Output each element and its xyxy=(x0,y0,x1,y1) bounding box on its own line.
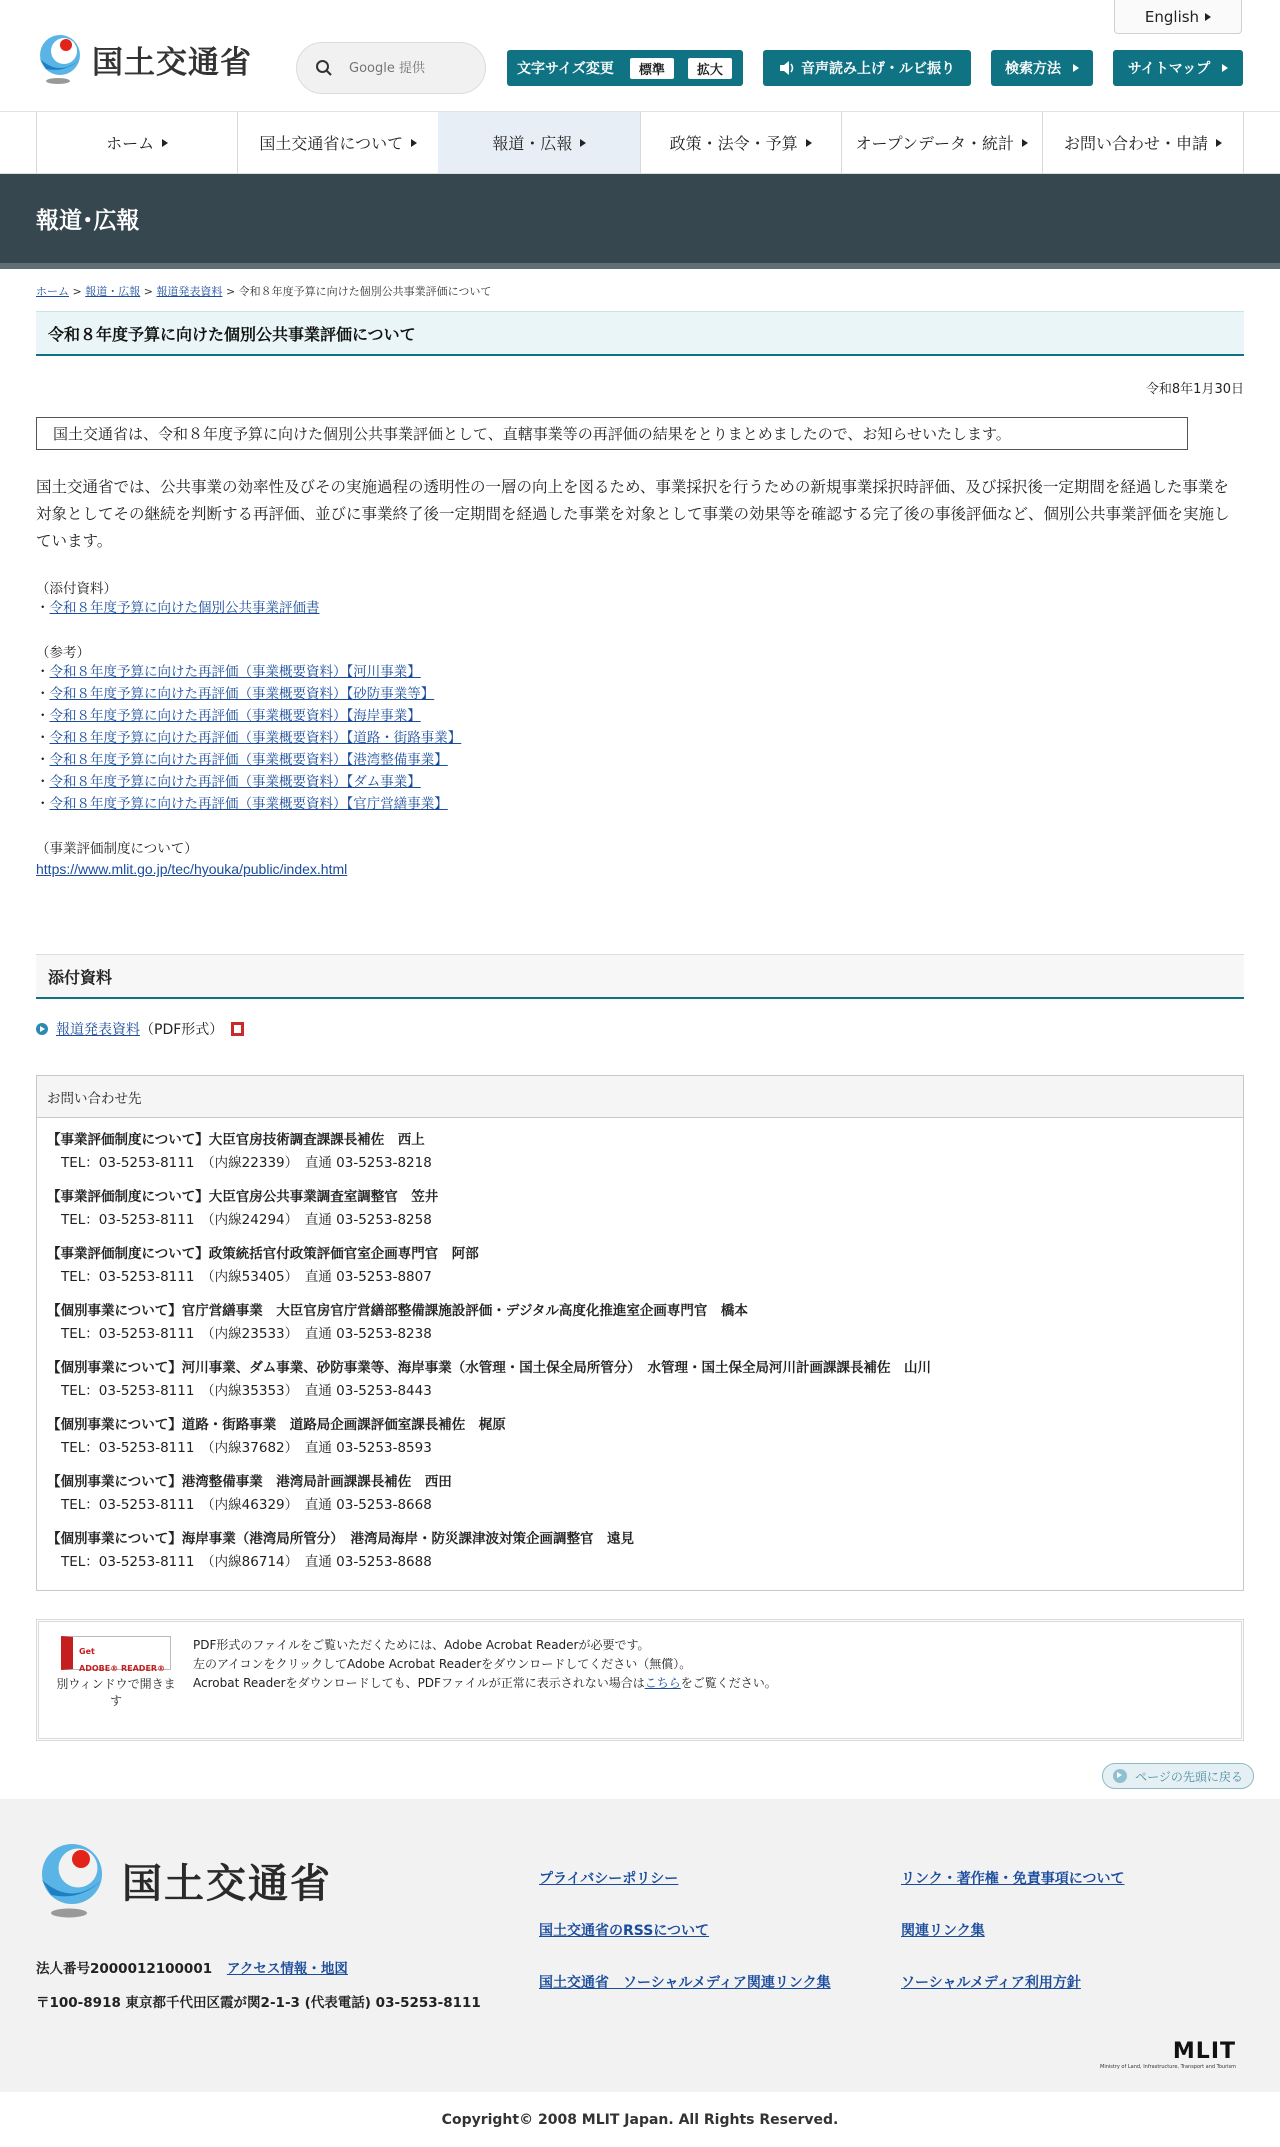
contact-tel: TEL：03-5253-8111 （内線24294） 直通 03-5253-8258 xyxy=(61,1212,432,1228)
reference-link-port[interactable]: 令和８年度予算に向けた再評価（事業概要資料）【港湾整備事業】 xyxy=(49,752,448,768)
reader-line xyxy=(193,1674,777,1693)
reference-link-sabo[interactable]: 令和８年度予算に向けた再評価（事業概要資料）【砂防事業等】 xyxy=(49,686,435,702)
arrow-right-icon xyxy=(1073,64,1079,72)
footer-link-social-links[interactable]: 国土交通省 ソーシャルメディア関連リンク集 xyxy=(539,1975,831,1991)
contact-item xyxy=(47,1413,1233,1459)
access-link[interactable]: アクセス情報・地図 xyxy=(226,1961,348,1977)
arrow-right-icon xyxy=(1022,139,1028,147)
contact-tel: TEL：03-5253-8111 （内線37682） 直通 03-5253-8593 xyxy=(61,1440,432,1456)
font-size-label: 文字サイズ変更 xyxy=(517,61,614,77)
list-item xyxy=(36,597,1244,619)
copyright: Copyright© 2008 MLIT Japan. All Rights Reserved. xyxy=(0,2092,1280,2147)
contact-tel: TEL：03-5253-8111 （内線53405） 直通 03-5253-8807 xyxy=(61,1269,432,1285)
attached-link[interactable]: 令和８年度予算に向けた個別公共事業評価書 xyxy=(49,600,320,616)
breadcrumb-release[interactable]: 報道発表資料 xyxy=(156,285,223,298)
footer-link-privacy[interactable]: プライバシーポリシー xyxy=(539,1871,679,1887)
contact-item xyxy=(47,1242,1233,1288)
site-header xyxy=(0,0,1280,112)
english-label: English xyxy=(1144,7,1200,26)
search-box[interactable] xyxy=(296,42,486,94)
adobe-reader-badge-block xyxy=(53,1636,179,1724)
contact-item xyxy=(47,1356,1233,1402)
footer-address: 〒100-8918 東京都千代田区霞が関2-1-3 (代表電話) 03-5253-8111 xyxy=(36,1995,481,2011)
contact-title: 【個別事業について】道路・街路事業 道路局企画課評価室課長補佐 梶原 xyxy=(47,1417,506,1433)
body-text: 国土交通省では、公共事業の効率性及びその実施過程の透明性の一層の向上を図るため、事業採択を行うための新規事業採択時評価、及び採択後一定期間を経過した事業を対象としてその継続を判断する再評価、並びに事業終了後一定期間を経過した事業を対象として事業の効果等を確認する完了後の事後評価など、個別公共事業評価を実施しています。 xyxy=(36,478,1230,550)
back-to-top-label: ページの先頭に戻る xyxy=(1135,1769,1243,1784)
mlit-logo-icon xyxy=(36,33,84,85)
inquiry-heading: お問い合わせ先 xyxy=(37,1076,1243,1118)
nav-item-policy[interactable] xyxy=(640,112,841,173)
corporate-number xyxy=(36,1957,348,1977)
nav-label: お問い合わせ・申請 xyxy=(1063,134,1208,153)
adobe-get-label: Get xyxy=(79,1647,95,1656)
contact-item xyxy=(47,1527,1233,1573)
new-window-note: 別ウィンドウで開きます xyxy=(56,1677,176,1708)
nav-label: オープンデータ・統計 xyxy=(855,134,1015,153)
contact-tel: TEL：03-5253-8111 （内線35353） 直通 03-5253-8443 xyxy=(61,1383,432,1399)
list-item xyxy=(36,727,1244,749)
reference-label: （参考） xyxy=(36,645,90,661)
search-input[interactable] xyxy=(349,61,469,76)
contact-title: 【個別事業について】河川事業、ダム事業、砂防事業等、海岸事業（水管理・国土保全局所管分） 水管理・国土保全局河川計画課課長補佐 山川 xyxy=(47,1360,931,1376)
breadcrumb-separator: > xyxy=(72,285,82,298)
back-to-top-button[interactable] xyxy=(1102,1763,1254,1789)
contact-tel: TEL：03-5253-8111 （内線86714） 直通 03-5253-8688 xyxy=(61,1554,432,1570)
mlit-logo-icon xyxy=(36,1839,108,1921)
nav-item-press[interactable] xyxy=(438,112,639,173)
file-format: （PDF形式） xyxy=(140,1022,224,1038)
contact-item xyxy=(47,1299,1233,1345)
nav-label: 国土交通省について xyxy=(259,134,404,153)
global-nav xyxy=(0,112,1280,174)
footer-link-rss[interactable]: 国土交通省のRSSについて xyxy=(539,1923,710,1939)
footer-site-name: 国土交通省 xyxy=(122,1860,332,1907)
search-icon[interactable] xyxy=(315,59,333,77)
breadcrumb-home[interactable]: ホーム xyxy=(36,285,69,298)
system-url-link[interactable]: https://www.mlit.go.jp/tec/hyouka/public/index.html xyxy=(36,861,348,877)
system-label: （事業評価制度について） xyxy=(36,841,198,857)
adobe-reader-download-button[interactable] xyxy=(61,1636,171,1673)
arrow-right-icon xyxy=(580,139,586,147)
footer-link-social-policy[interactable]: ソーシャルメディア利用方針 xyxy=(901,1975,1081,1991)
contact-title: 【事業評価制度について】政策統括官付政策評価官室企画専門官 阿部 xyxy=(47,1246,479,1262)
mlit-word: MLIT xyxy=(1172,2039,1237,2064)
page-title: 令和８年度予算に向けた個別公共事業評価について xyxy=(36,311,1244,356)
list-item xyxy=(36,661,1244,683)
reference-link-list xyxy=(36,661,1244,815)
breadcrumb xyxy=(36,283,1244,299)
corporate-number-text: 法人番号2000012100001 xyxy=(36,1961,213,1977)
attached-label: （添付資料） xyxy=(36,581,117,597)
contact-tel: TEL：03-5253-8111 （内線46329） 直通 03-5253-8668 xyxy=(61,1497,432,1513)
sitemap-button[interactable] xyxy=(1113,50,1243,86)
adobe-reader-box xyxy=(36,1619,1244,1741)
reference-link-dam[interactable]: 令和８年度予算に向けた再評価（事業概要資料）【ダム事業】 xyxy=(49,774,421,790)
nav-item-opendata[interactable] xyxy=(841,112,1042,173)
nav-item-contact[interactable] xyxy=(1042,112,1244,173)
reader-help-link[interactable]: こちら xyxy=(644,1676,681,1690)
reference-link-river[interactable]: 令和８年度予算に向けた再評価（事業概要資料）【河川事業】 xyxy=(49,664,421,680)
nav-label: 報道・広報 xyxy=(492,134,573,153)
font-size-large-button[interactable]: 拡大 xyxy=(688,58,732,79)
nav-item-home[interactable] xyxy=(36,112,237,173)
contact-item xyxy=(47,1470,1233,1516)
contact-title: 【個別事業について】官庁営繕事業 大臣官房官庁営繕部整備課施設評価・デジタル高度化推進室企画専門官 橋本 xyxy=(47,1303,748,1319)
arrow-up-icon xyxy=(1113,1769,1127,1783)
font-size-standard-button[interactable]: 標準 xyxy=(630,58,674,79)
voice-button[interactable] xyxy=(763,50,971,86)
contact-title: 【個別事業について】海岸事業（港湾局所管分） 港湾局海岸・防災課津波対策企画調整官 遠見 xyxy=(47,1531,634,1547)
contact-title: 【事業評価制度について】大臣官房技術調査課課長補佐 西上 xyxy=(47,1132,425,1148)
inquiry-body xyxy=(37,1118,1243,1590)
attachment-item xyxy=(36,1019,1244,1039)
nav-item-about[interactable] xyxy=(237,112,438,173)
reader-line-text: Acrobat Readerをダウンロードしても、PDFファイルが正常に表示されない場合は xyxy=(193,1676,645,1690)
site-footer xyxy=(0,1799,1280,2092)
mlit-wordmark xyxy=(1100,2039,1236,2070)
arrow-right-icon xyxy=(806,139,812,147)
adobe-reader-label: ADOBE® READER® xyxy=(79,1664,166,1673)
breadcrumb-separator: > xyxy=(143,285,153,298)
section-title: 報道･広報 xyxy=(36,208,140,234)
attached-link-list xyxy=(36,597,1244,619)
contact-tel: TEL：03-5253-8111 （内線23533） 直通 03-5253-8238 xyxy=(61,1326,432,1342)
main-content xyxy=(0,283,1280,1741)
footer-logo[interactable] xyxy=(36,1839,332,1921)
speaker-icon xyxy=(779,61,795,75)
footer-link-copyright[interactable]: リンク・著作権・免責事項について xyxy=(901,1871,1125,1887)
voice-label: 音声読み上げ・ルビ振り xyxy=(801,61,955,77)
reader-line: PDF形式のファイルをご覧いただくためには、Adobe Acrobat Readerが必要です。 xyxy=(193,1638,650,1652)
contact-item xyxy=(47,1185,1233,1231)
arrow-right-icon xyxy=(1222,64,1228,72)
press-release-pdf-link[interactable]: 報道発表資料 xyxy=(56,1022,140,1038)
list-item xyxy=(36,683,1244,705)
arrow-right-icon xyxy=(411,139,417,147)
reader-line: 左のアイコンをクリックしてAdobe Acrobat Readerをダウンロードしてください（無償）。 xyxy=(193,1657,692,1671)
english-button[interactable] xyxy=(1114,0,1242,34)
pdf-icon xyxy=(231,1022,244,1036)
arrow-right-icon xyxy=(1216,139,1222,147)
adobe-reader-text xyxy=(193,1636,777,1724)
reader-line-text: をご覧ください。 xyxy=(680,1676,777,1690)
link-arrow-icon xyxy=(36,1023,48,1035)
contact-title: 【事業評価制度について】大臣官房公共事業調査室調整官 笠井 xyxy=(47,1189,439,1205)
nav-label: 政策・法令・予算 xyxy=(669,134,798,153)
section-banner xyxy=(0,174,1280,269)
mlit-subtitle: Ministry of Land, Infrastructure, Transport and Tourism xyxy=(1100,2064,1237,2070)
page-top-area xyxy=(0,1741,1280,1799)
inquiry-box xyxy=(36,1075,1244,1591)
site-logo[interactable] xyxy=(36,33,252,85)
font-size-switcher xyxy=(507,50,743,86)
list-item xyxy=(36,749,1244,771)
lead-box: 国土交通省は、令和８年度予算に向けた個別公共事業評価として、直轄事業等の再評価の結果をとりまとめましたので、お知らせいたします。 xyxy=(36,417,1188,450)
arrow-right-icon xyxy=(162,139,168,147)
list-item xyxy=(36,705,1244,727)
reference-link-coast[interactable]: 令和８年度予算に向けた再評価（事業概要資料）【海岸事業】 xyxy=(49,708,421,724)
breadcrumb-current: 令和８年度予算に向けた個別公共事業評価について xyxy=(238,285,492,298)
list-item xyxy=(36,793,1244,815)
footer-link-related[interactable]: 関連リンク集 xyxy=(901,1923,985,1939)
breadcrumb-separator: > xyxy=(225,285,236,298)
nav-label: ホーム xyxy=(106,134,155,153)
contact-title: 【個別事業について】港湾整備事業 港湾局計画課課長補佐 西田 xyxy=(47,1474,452,1490)
contact-tel: TEL：03-5253-8111 （内線22339） 直通 03-5253-8218 xyxy=(61,1155,432,1171)
contact-item xyxy=(47,1128,1233,1174)
search-method-label: 検索方法 xyxy=(1005,61,1061,77)
list-item xyxy=(36,771,1244,793)
attachments-heading: 添付資料 xyxy=(36,954,1244,999)
sitemap-label: サイトマップ xyxy=(1127,61,1211,77)
search-method-button[interactable] xyxy=(991,50,1093,86)
reference-link-building[interactable]: 令和８年度予算に向けた再評価（事業概要資料）【官庁営繕事業】 xyxy=(49,796,448,812)
reference-link-road[interactable]: 令和８年度予算に向けた再評価（事業概要資料）【道路・街路事業】 xyxy=(49,730,462,746)
site-name: 国土交通省 xyxy=(92,44,252,81)
arrow-right-icon xyxy=(1205,13,1211,21)
breadcrumb-press[interactable]: 報道・広報 xyxy=(85,285,141,298)
publish-date: 令和8年1月30日 xyxy=(1145,382,1244,397)
